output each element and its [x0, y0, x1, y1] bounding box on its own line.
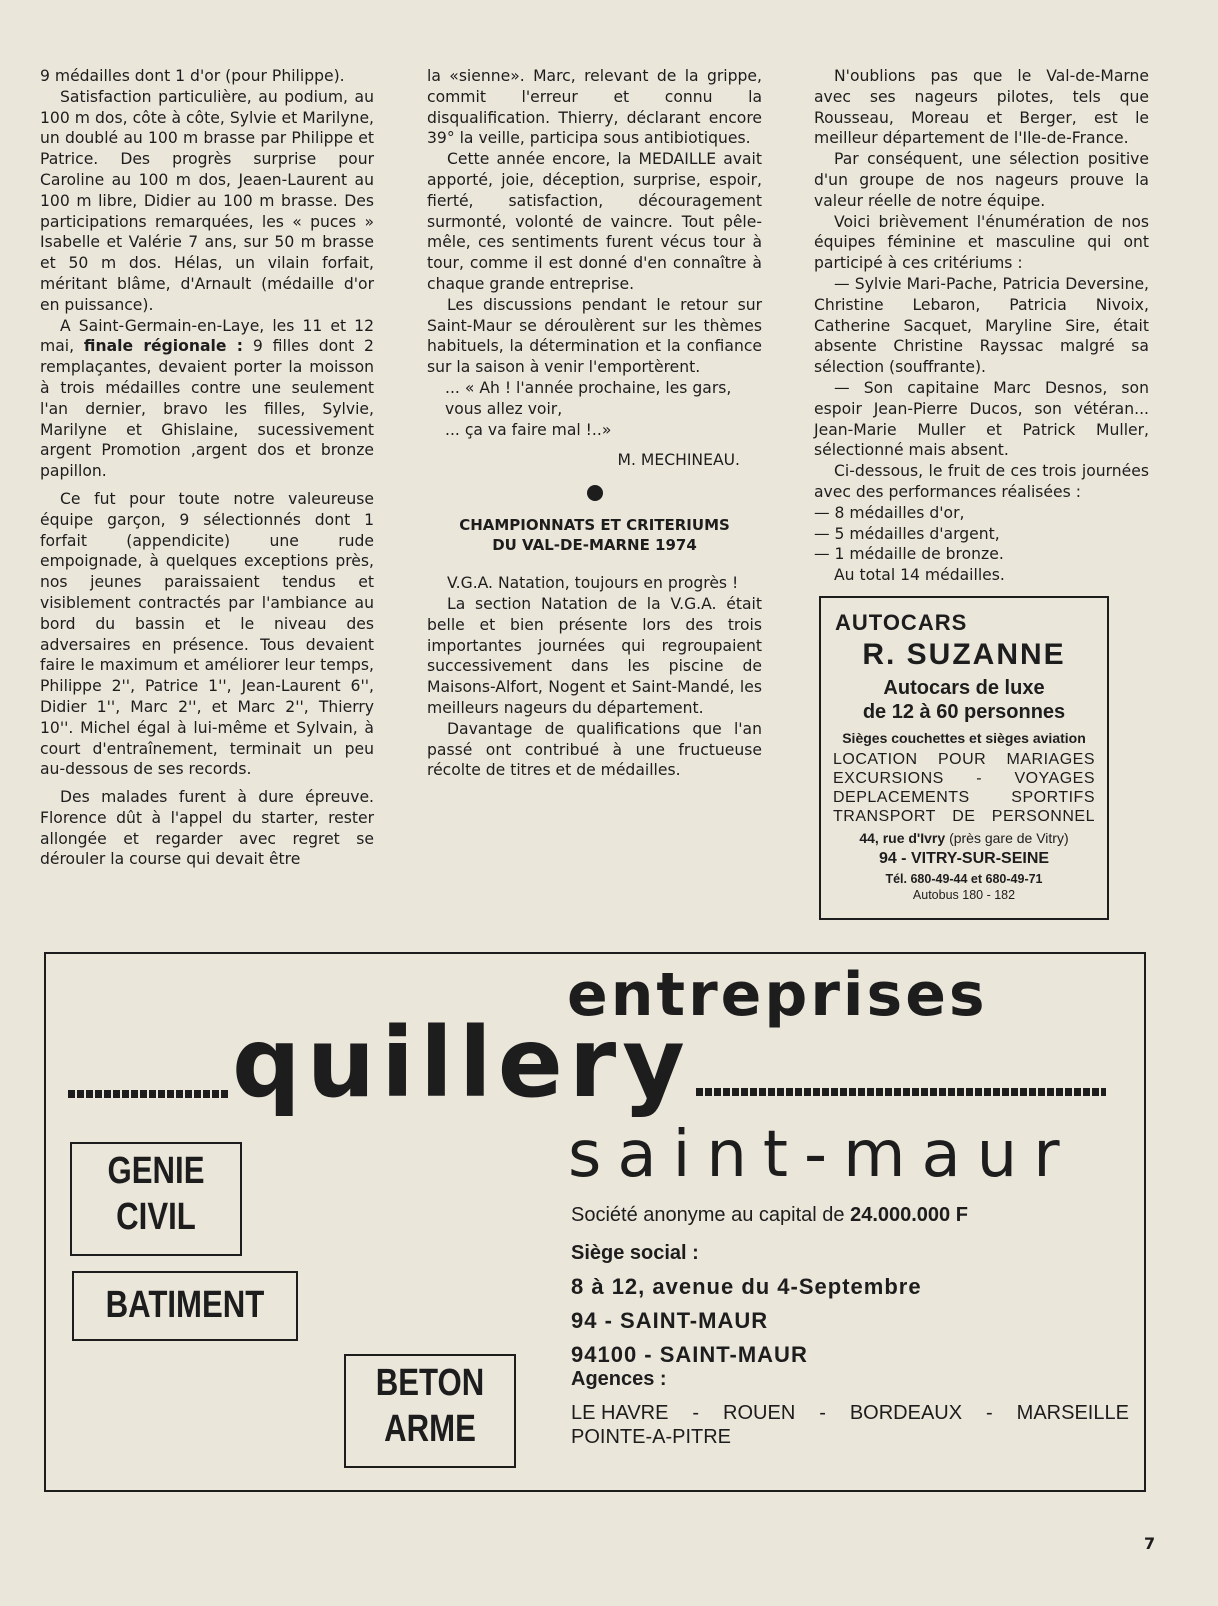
ad-siege-address: 8 à 12, avenue du 4-Septembre 94 - SAINT-MAUR 94100 - SAINT-MAUR: [571, 1274, 922, 1367]
ad-capital: Société anonyme au capital de 24.000.000 F: [571, 1204, 968, 1226]
dialog-line: vous allez voir,: [445, 399, 563, 418]
page-number: 7: [1144, 1534, 1156, 1553]
dashed-rule-left: [68, 1090, 228, 1098]
paragraph: Satisfaction particulière, au podium, au 100 m dos, côte à côte, Sylvie et Marilyne, un doublé au 100 m brasse par Philippe et Patrice. Des progrès surprise pour Caroline au 100 m dos, Jeaen-Laurent au 100 m libre, Didier au 100 m brasse. Des participations remarquées, les « puces » Isabelle et Valérie 7 ans, sur 50 m brasse et 50 m dos. Hélas, un vilain forfait, méritant blâme, d'Arnault (médaille d'or en puissance).: [40, 87, 374, 314]
bullet-separator: [587, 485, 603, 501]
paragraph: Ce fut pour toute notre valeureuse équipe garçon, 9 sélectionnés dont 1 forfait (appendicite) une rude empoignade, à quelques exceptions près, nos jeunes paraissaient tendus et visiblement contractés par l'ambiance au bord du bassin et le niveau des adversaires en présence. Tous devaient faire le maximum et améliorer leur temps, Philippe 2'', Patrice 1'', Jean-Laurent 6'', Didier 1'', Marc 2'', et Marc 2'', Thierry 10''. Michel égal à lui-même et Sylvain, à court d'entraînement, terminait un peu au-dessous de ses records.: [40, 489, 374, 779]
service-line: TRANSPORT DE PERSONNEL: [833, 808, 1095, 825]
batiment-box: BATIMENT: [72, 1271, 298, 1341]
ad-bus: Autobus 180 - 182: [912, 888, 1016, 902]
paragraph: — Son capitaine Marc Desnos, son espoir Jean-Pierre Ducos, son vétéran... Jean-Marie Muller et Patrick Muller, sélectionné mais absent.: [814, 378, 1149, 460]
article-column-1: [40, 66, 374, 870]
genie-civil-box: GENIE CIVIL: [70, 1142, 242, 1256]
article-column-2: [427, 66, 762, 781]
ad-agence-pointe-a-pitre: POINTE-A-PITRE: [571, 1426, 732, 1448]
dialog-line: ... ça va faire mal !..»: [445, 420, 612, 439]
ad-seats: Sièges couchettes et sièges aviation: [842, 730, 1086, 746]
dialog-line: ... « Ah ! l'année prochaine, les gars,: [445, 378, 732, 397]
paragraph: Davantage de qualifications que l'an passé ont contribué à une fructueuse récolte de titres et de médailles.: [427, 719, 762, 780]
ad-entreprises: entreprises: [567, 960, 988, 1030]
paragraph: Cette année encore, la MEDAILLE avait apporté, joie, déception, surprise, espoir, fierté, satisfaction, découragement surmonté, volonté de vaincre. Tout pêle-mêle, ces sentiments furent vécus tour à tour, comme il est donné d'en connaître à chaque grande entreprise.: [427, 150, 762, 293]
paragraph: Par conséquent, une sélection positive d'un groupe de nos nageurs prouve la valeur réelle de notre équipe.: [814, 150, 1149, 210]
autocars-advertisement: [819, 596, 1109, 920]
paragraph: Voici brièvement l'énumération de nos équipes féminine et masculine qui ont participé à ces critériums :: [814, 212, 1149, 273]
paragraph: Des malades furent à dure épreuve. Florence dût à l'appel du starter, rester allongée et regarder avec regret se dérouler la course qui devait être: [40, 788, 374, 869]
quillery-advertisement: [44, 952, 1146, 1492]
paragraph: N'oublions pas que le Val-de-Marne avec ses nageurs pilotes, tels que Rousseau, Moreau et Berger, est le meilleur département de l'Ile-de-France.: [814, 67, 1149, 148]
paragraph: la «sienne». Marc, relevant de la grippe, commit l'erreur et connu la disqualification. Thierry, déclarant encore 39° la veille, participa sous antibiotiques.: [427, 67, 762, 148]
paragraph: Ci-dessous, le fruit de ces trois journées avec des performances réalisées :: [814, 462, 1149, 501]
section-heading: CHAMPIONNATS ET CRITERIUMS DU VAL-DE-MARNE 1974: [459, 516, 730, 555]
ad-siege-label: Siège social :: [571, 1242, 699, 1264]
service-line: EXCURSIONS - VOYAGES: [833, 770, 1095, 787]
paragraph: V.G.A. Natation, toujours en progrès !: [447, 574, 739, 593]
ad-services: [821, 750, 1107, 826]
ad-city: 94 - VITRY-SUR-SEINE: [878, 850, 1050, 867]
medal-total: Au total 14 médailles.: [834, 566, 1005, 585]
paragraph: — Sylvie Mari-Pache, Patricia Deversine, Christine Lebaron, Patricia Nivoix, Catherine Sacquet, Maryline Sire, était absente Christine Rayssac malgré sa sélection (souffrante).: [814, 274, 1149, 377]
ad-agences-list: LE HAVRE - ROUEN - BORDEAUX - MARSEILLE: [571, 1402, 1129, 1424]
medal-line: — 1 médaille de bronze.: [814, 545, 1004, 564]
ad-agences-label: Agences :: [571, 1368, 667, 1390]
medal-line: — 5 médailles d'argent,: [814, 524, 1000, 543]
paragraph: Les discussions pendant le retour sur Saint-Maur se déroulèrent sur les thèmes habituels, la détermination et la confiance sur la saison à venir l'emportèrent.: [427, 295, 762, 377]
service-line: DEPLACEMENTS SPORTIFS: [833, 789, 1095, 806]
ad-phone: Tél. 680-49-44 et 680-49-71: [885, 872, 1043, 886]
dashed-rule-right: [696, 1088, 1106, 1096]
medal-line: — 8 médailles d'or,: [814, 503, 965, 522]
beton-arme-box: BETON ARME: [344, 1354, 516, 1468]
paragraph: 9 médailles dont 1 d'or (pour Philippe).: [40, 67, 345, 85]
ad-tagline: Autocars de luxe de 12 à 60 personnes: [862, 677, 1066, 723]
paragraph: A Saint-Germain-en-Laye, les 11 et 12 mai, finale régionale : 9 filles dont 2 remplaçantes, devaient porter la moisson à trois médailles contre une seulement l'an dernier, bravo les filles, Sylvie, Marilyne et Ghislaine, sucessivement argent Promotion ,argent dos et bronze papillon.: [40, 316, 374, 481]
signature: M. MECHINEAU.: [617, 451, 740, 470]
ad-address: 44, rue d'Ivry (près gare de Vitry): [859, 830, 1069, 846]
article-column-3: [814, 66, 1149, 586]
ad-company-name: R. SUZANNE: [862, 638, 1066, 671]
ad-brand: AUTOCARS: [835, 610, 968, 635]
paragraph: La section Natation de la V.G.A. était belle et bien présente lors des trois importantes journées qui regroupaient successivement dans les piscine de Maisons-Alfort, Nogent et Saint-Mandé, les meilleurs nageurs du département.: [427, 594, 762, 717]
service-line: LOCATION POUR MARIAGES: [833, 751, 1095, 768]
ad-saint-maur: saint-maur: [568, 1118, 1076, 1192]
ad-logo-quillery: quillery: [232, 1007, 691, 1119]
